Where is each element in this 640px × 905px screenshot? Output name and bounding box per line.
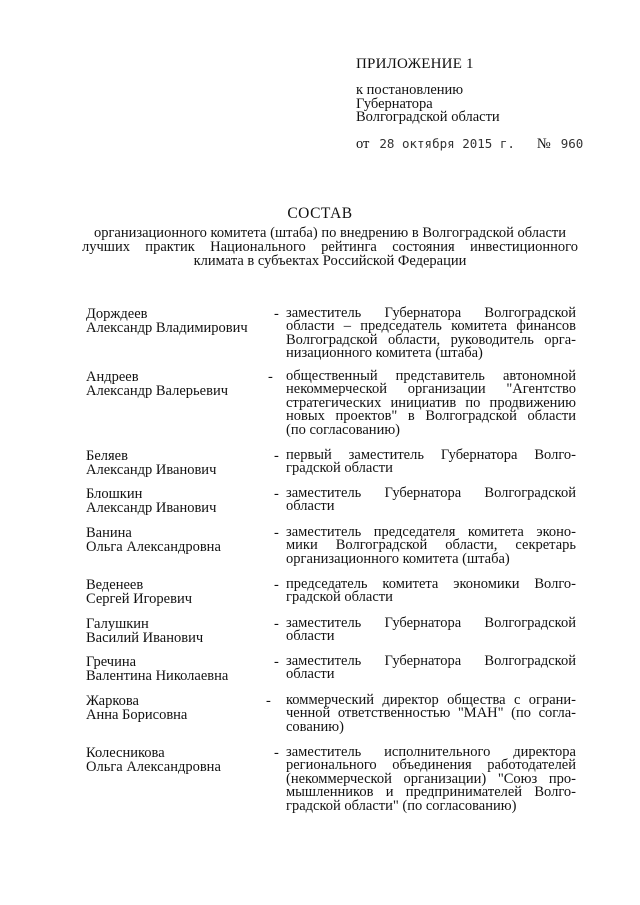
member-name: [86, 655, 228, 683]
role-line: градской области: [286, 589, 393, 606]
role-line: сованию): [286, 718, 344, 735]
role-line: ченной ответственностью "МАН" (по согла-: [286, 705, 576, 722]
decree-date: 28 октября 2015 г.: [379, 136, 515, 151]
appendix-heading: ПРИЛОЖЕНИЕ 1: [356, 56, 474, 72]
role-line: области – председатель комитета финансов: [286, 318, 576, 335]
role-line: градской области: [286, 460, 393, 477]
role-line: области: [286, 498, 335, 515]
member-name: [86, 487, 216, 515]
member-surname: Беляев: [86, 448, 128, 464]
role-line: Волгоградской области, руководитель орга-: [286, 331, 576, 348]
member-role: [286, 694, 576, 734]
member-name: [86, 578, 192, 606]
role-line: новых проектов" в Волгоградской области: [286, 408, 576, 425]
role-line: (по согласованию): [286, 421, 400, 438]
separator-dash: -: [274, 577, 279, 593]
role-line: стратегических инициатив по продвижению: [286, 394, 576, 411]
member-role: [286, 487, 576, 514]
member-given-names: Александр Владимирович: [86, 320, 248, 336]
member-surname: Колесникова: [86, 745, 165, 761]
role-line: мики Волгоградской области, секретарь: [286, 537, 576, 554]
member-role: [286, 449, 576, 476]
member-given-names: Сергей Игоревич: [86, 591, 193, 607]
role-line: заместитель председателя комитета эконо-: [286, 524, 576, 540]
decree-reference: [356, 84, 500, 125]
member-surname: Галушкин: [86, 616, 149, 632]
decree-date-line: [356, 137, 583, 152]
member-role: [286, 617, 576, 644]
role-line: регионального объединения работодателей: [286, 757, 576, 774]
separator-dash: -: [268, 369, 273, 385]
member-role: [286, 307, 576, 361]
role-line: заместитель Губернатора Волгоградской: [286, 305, 576, 321]
member-role: [286, 370, 576, 437]
member-surname: Ванина: [86, 525, 132, 541]
date-prefix: от: [356, 136, 370, 152]
separator-dash: -: [274, 306, 279, 322]
role-line: председатель комитета экономики Волго-: [286, 576, 576, 592]
member-given-names: Ольга Александровна: [86, 759, 221, 775]
member-name: [86, 370, 228, 398]
subtitle-line: климата в субъектах Российской Федерации: [193, 253, 467, 269]
role-line: заместитель исполнительного директора: [286, 744, 576, 760]
role-line: мышленников и предпринимателей Волго-: [286, 784, 576, 801]
document-title: СОСТАВ: [287, 205, 353, 222]
role-line: первый заместитель Губернатора Волго-: [286, 447, 576, 463]
member-given-names: Валентина Николаевна: [86, 668, 229, 684]
member-surname: Жаркова: [86, 693, 139, 709]
separator-dash: -: [274, 654, 279, 670]
role-line: организационного комитета (штаба): [286, 550, 510, 567]
member-given-names: Александр Иванович: [86, 500, 217, 516]
separator-dash: -: [274, 448, 279, 464]
member-surname: Андреев: [86, 369, 139, 385]
member-role: [286, 655, 576, 682]
member-given-names: Ольга Александровна: [86, 539, 221, 555]
member-surname: Веденеев: [86, 577, 144, 593]
member-surname: Гречина: [86, 654, 137, 670]
member-role: [286, 578, 576, 605]
member-surname: Блошкин: [86, 486, 143, 502]
separator-dash: -: [274, 486, 279, 502]
member-given-names: Александр Валерьевич: [86, 383, 228, 399]
member-name: [86, 746, 221, 774]
role-line: (некоммерческой организации) "Союз про-: [286, 770, 576, 787]
role-line: некоммерческой организации "Агентство: [286, 381, 576, 398]
member-given-names: Василий Иванович: [86, 630, 204, 646]
decree-line: Губернатора: [356, 95, 433, 112]
role-line: области: [286, 666, 335, 683]
role-line: заместитель Губернатора Волгоградской: [286, 485, 576, 501]
decree-line: Волгоградской области: [356, 109, 500, 125]
member-name: [86, 307, 248, 335]
member-name: [86, 526, 221, 554]
role-line: заместитель Губернатора Волгоградской: [286, 653, 576, 669]
role-line: низационного комитета (штаба): [286, 345, 483, 362]
role-line: коммерческий директор общества с ограни-: [286, 692, 576, 708]
subtitle-line: лучших практик Национального рейтинга состояния инвестиционного: [82, 239, 578, 255]
member-surname: Дорждеев: [86, 306, 148, 322]
member-name: [86, 694, 187, 722]
member-role: [286, 746, 576, 813]
decree-line: к постановлению: [356, 82, 464, 98]
role-line: области: [286, 628, 335, 645]
separator-dash: -: [266, 693, 271, 709]
separator-dash: -: [274, 616, 279, 632]
role-line: градской области" (по согласованию): [286, 797, 517, 814]
member-name: [86, 449, 216, 477]
member-name: [86, 617, 203, 645]
separator-dash: -: [274, 745, 279, 761]
subtitle-line: организационного комитета (штаба) по внедрению в Волгоградской области: [93, 225, 566, 241]
member-given-names: Александр Иванович: [86, 462, 217, 478]
member-given-names: Анна Борисовна: [86, 707, 188, 723]
number-sign: №: [536, 136, 551, 152]
member-role: [286, 526, 576, 566]
role-line: заместитель Губернатора Волгоградской: [286, 615, 576, 631]
document-subtitle: [82, 226, 578, 268]
decree-number: 960: [560, 136, 584, 151]
role-line: общественный представитель автономной: [286, 368, 576, 384]
separator-dash: -: [274, 525, 279, 541]
